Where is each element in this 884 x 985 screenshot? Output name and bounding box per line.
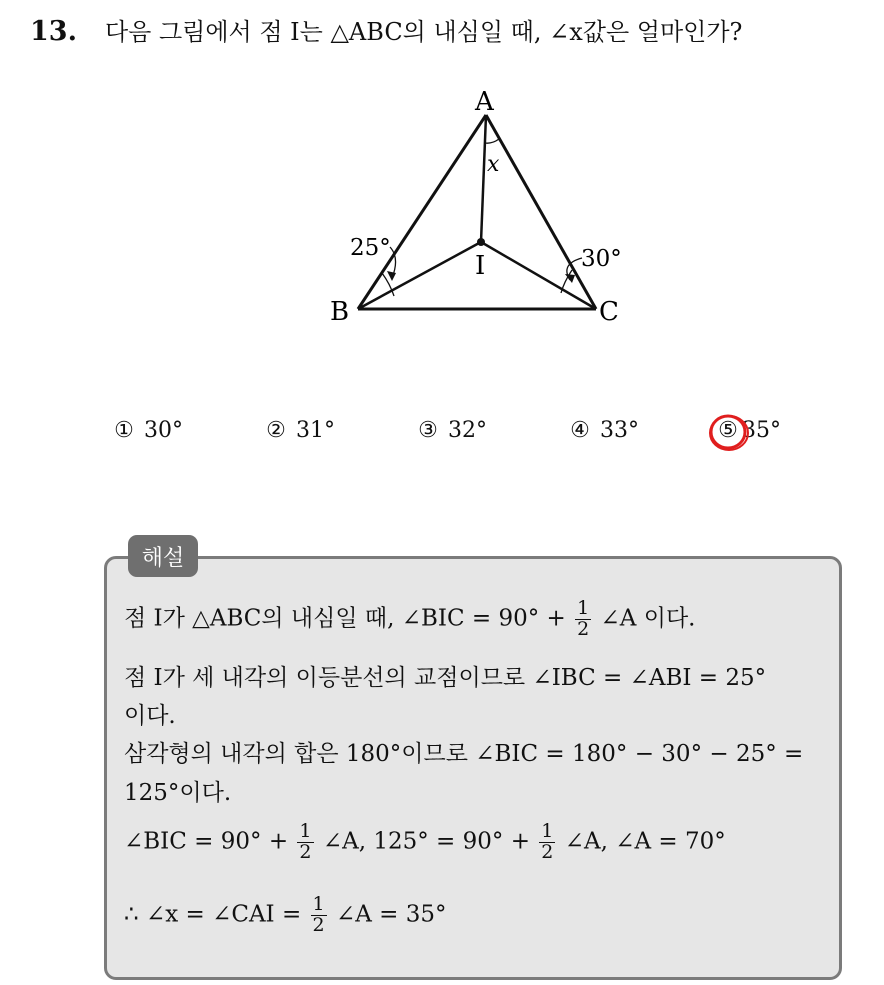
choice-value: 35° (742, 418, 781, 443)
label-x: x (487, 152, 500, 177)
solution-tab: 해설 (128, 535, 198, 577)
choice-1[interactable] (110, 418, 183, 443)
choice-value: 33° (600, 418, 639, 443)
angle-b-arrowhead (387, 271, 396, 281)
choice-mark: ② (266, 418, 286, 443)
fraction-denominator: 2 (299, 840, 312, 863)
choice-value: 30° (144, 418, 183, 443)
segment-ai (481, 115, 486, 242)
choice-value: 31° (296, 418, 335, 443)
solution-line-1a: 점 I가 △ABC의 내심일 때, ∠BIC = 90° + (124, 605, 566, 632)
segment-ci (481, 242, 596, 309)
solution-line-3: 이다. (124, 703, 176, 729)
solution-line-7 (124, 895, 447, 936)
fraction-numerator: 1 (577, 597, 590, 619)
solution-line-1 (124, 599, 695, 640)
fraction-half (575, 599, 591, 640)
fraction-numerator: 1 (312, 893, 325, 915)
fraction-numerator: 1 (541, 820, 554, 842)
angle-c-label: 30° (581, 246, 622, 272)
fraction-denominator: 2 (577, 617, 590, 640)
fraction-half (311, 895, 327, 936)
choice-value: 32° (448, 418, 487, 443)
incenter-dot (477, 238, 485, 246)
fraction-half (297, 822, 313, 863)
side-ac (486, 115, 596, 309)
question-number: 13. (30, 16, 77, 47)
choice-mark: ③ (418, 418, 438, 443)
solution-line-2: 점 I가 세 내각의 이등분선의 교점이므로 ∠IBC = ∠ABI = 25° (124, 665, 767, 691)
solution-line-6a: ∠BIC = 90° + (124, 828, 289, 855)
question-text: 다음 그림에서 점 I는 △ABC의 내심일 때, ∠x값은 얼마인가? (104, 18, 743, 46)
triangle-figure (320, 82, 640, 332)
solution-line-6 (124, 822, 726, 863)
solution-line-7b: ∠A = 35° (335, 901, 447, 928)
solution-line-4: 삼각형의 내각의 합은 180°이므로 ∠BIC = 180° − 30° − 25° = (124, 741, 804, 767)
label-c: C (599, 297, 619, 327)
solution-line-1b: ∠A 이다. (600, 605, 696, 632)
fraction-denominator: 2 (312, 913, 325, 936)
choice-2[interactable] (262, 418, 335, 443)
selected-answer-circle (706, 412, 752, 454)
choice-4[interactable] (566, 418, 639, 443)
solution-line-6c: ∠A, ∠A = 70° (564, 828, 726, 855)
choice-3[interactable] (414, 418, 487, 443)
angle-b-label: 25° (350, 235, 391, 261)
label-i: I (475, 251, 486, 281)
fraction-denominator: 2 (541, 840, 554, 863)
answer-choices (110, 418, 830, 458)
solution-line-5: 125°이다. (124, 780, 232, 806)
solution-line-7a: ∴ ∠x = ∠CAI = (124, 901, 302, 928)
fraction-half (539, 822, 555, 863)
choice-mark: ① (114, 418, 134, 443)
choice-5[interactable] (714, 418, 781, 443)
solution-line-6b: ∠A, 125° = 90° + (322, 828, 530, 855)
side-ab (358, 115, 486, 309)
fraction-numerator: 1 (299, 820, 312, 842)
label-b: B (330, 297, 350, 327)
choice-mark: ④ (570, 418, 590, 443)
choice-mark: ⑤ (718, 418, 738, 443)
label-a: A (475, 87, 494, 117)
angle-x-arc (485, 139, 499, 143)
question-header (30, 12, 742, 47)
